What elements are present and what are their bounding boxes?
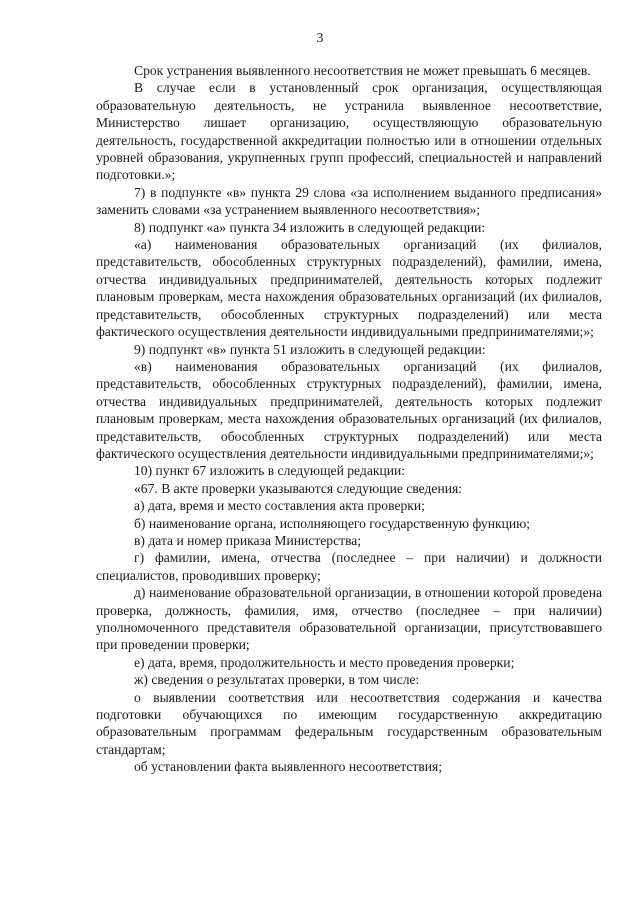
paragraph-5: «а) наименования образовательных организаций (их филиалов, представительств, обособленных структурных подразделений), фамилии, имена, отчества индивидуальных предпринимателей, деятельность которых подлежит плановым проверкам, места нахождения образовательных организаций (их филиалов, представительств, обособленных структурных подразделений) или места фактического осуществления деятельности индивидуальными предпринимателями;»; xyxy=(96,237,602,340)
paragraph-17: о выявлении соответствия или несоответствия содержания и качества подготовки обучающихся по имеющим государственную аккредитацию образовательным программам федеральным государственным образовательным стандартам; xyxy=(96,689,602,757)
paragraph-9: «67. В акте проверки указываются следующие сведения: xyxy=(134,480,463,496)
paragraph-8: 10) пункт 67 изложить в следующей редакции: xyxy=(134,463,406,479)
paragraph-1: Срок устранения выявленного несоответствия не может превышать 6 месяцев. xyxy=(134,63,591,78)
page-number: 3 xyxy=(316,31,324,46)
paragraph-6: 9) подпункт «в» пункта 51 изложить в следующей редакции: xyxy=(134,341,486,357)
document-body xyxy=(96,62,602,776)
list-item-g: г) фамилии, имена, отчества (последнее – при наличии) и должности специалистов, проводивших проверку; xyxy=(96,550,602,583)
list-item-v: в) дата и номер приказа Министерства; xyxy=(134,532,362,548)
list-item-a: а) дата, время и место составления акта проверки; xyxy=(134,498,425,514)
paragraph-2: В случае если в установленный срок организация, осуществляющая образовательную деятельность, не устранила выявленное несоответствие, Министерство лишает организацию, осуществляющую образовательную деятельность, государственной аккредитации полностью или в отношении отдельных уровней образования, укрупненных групп профессий, специальностей и направлений подготовки.»; xyxy=(96,80,602,183)
paragraph-18: об установлении факта выявленного несоответствия; xyxy=(134,759,443,775)
list-item-b: б) наименование органа, исполняющего государственную функцию; xyxy=(134,515,531,531)
list-item-d: д) наименование образовательной организации, в отношении которой проведена проверка, должность, фамилия, имя, отчество (последнее – при наличии) уполномоченного представителя образовательной организации, присутствовавшего при проведении проверки; xyxy=(96,585,602,653)
list-item-e: е) дата, время, продолжительность и место проведения проверки; xyxy=(134,654,515,670)
paragraph-3: 7) в подпункте «в» пункта 29 слова «за исполнением выданного предписания» заменить словами «за устранением выявленного несоответствия»; xyxy=(96,184,602,218)
paragraph-7: «в) наименования образовательных организаций (их филиалов, представительств, обособленных структурных подразделений), фамилии, имена, отчества индивидуальных предпринимателей, деятельность которых подлежит плановым проверкам, места нахождения образовательных организаций (их филиалов, представительств, обособленных структурных подразделений) или места фактического осуществления деятельности индивидуальными предпринимателями;»; xyxy=(96,358,602,461)
paragraph-4: 8) подпункт «а» пункта 34 изложить в следующей редакции: xyxy=(134,219,486,235)
list-item-zh: ж) сведения о результатах проверки, в том числе: xyxy=(134,672,420,688)
